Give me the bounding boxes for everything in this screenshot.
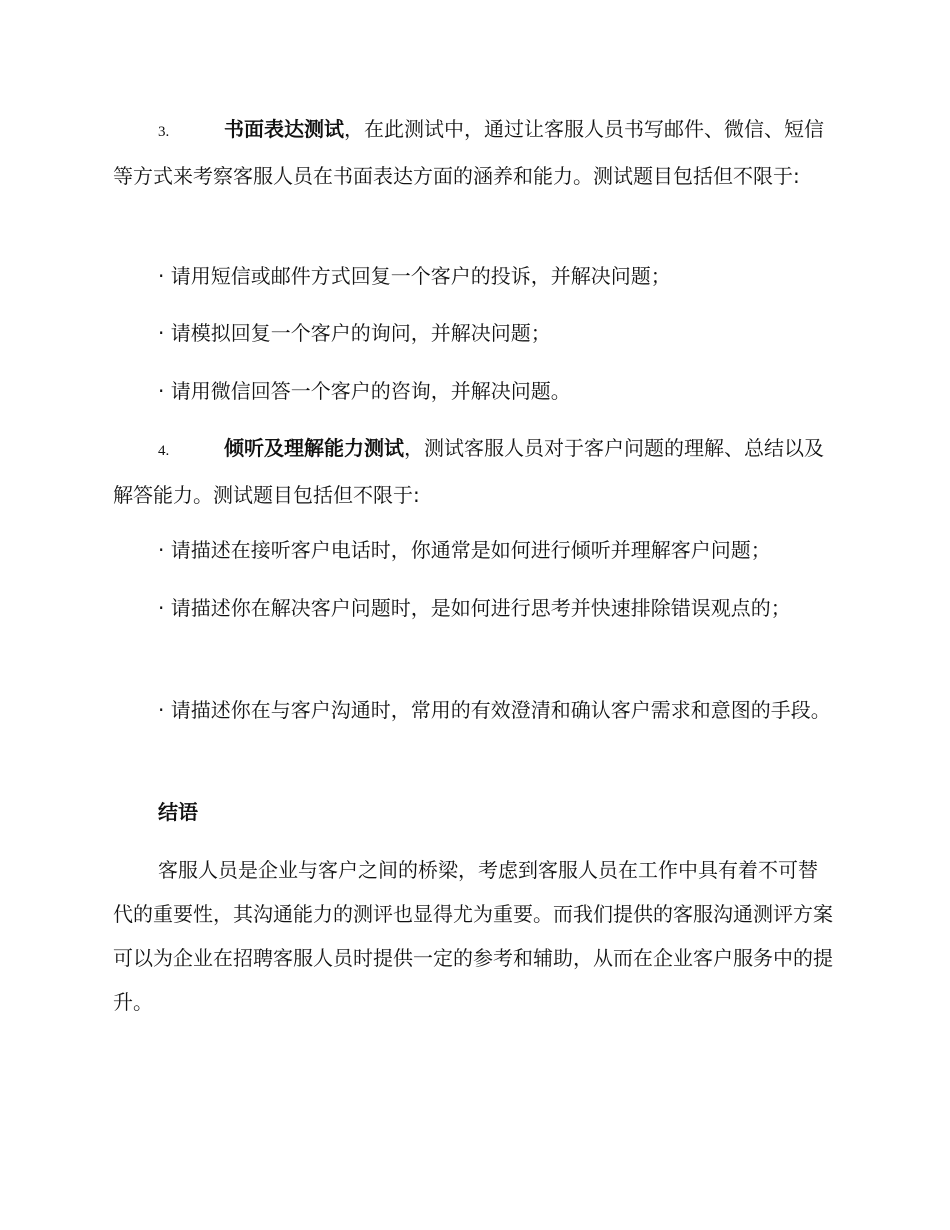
item-4-number: 4. (158, 443, 170, 459)
item-3-bullet-3: · 请用微信回答一个客户的咨询，并解决问题。 (158, 379, 571, 403)
item-4-intro: ，测试客服人员对于客户问题的理解、总结以及解答能力。测试题目包括但不限于: (113, 436, 824, 507)
item-4-bullet-1: · 请描述在接听客户电话时，你通常是如何进行倾听并理解客户问题； (158, 538, 771, 562)
conclusion-heading: 结语 (158, 800, 198, 824)
item-4-paragraph (113, 426, 835, 517)
conclusion-text: 客服人员是企业与客户之间的桥梁，考虑到客服人员在工作中具有着不可替代的重要性，其沟通能力的测评也显得尤为重要。而我们提供的客服沟通测评方案可以为企业在招聘客服人员时提供一定的参考和辅助，从而在企业客户服务中的提升。 (113, 858, 833, 1014)
item-3-bullet-1: · 请用短信或邮件方式回复一个客户的投诉，并解决问题； (158, 264, 671, 288)
item-3-bullet-2: · 请模拟回复一个客户的询问，并解决问题； (158, 321, 551, 345)
item-3-title: 书面表达测试 (224, 117, 344, 141)
item-3-paragraph (113, 107, 835, 198)
item-4-bullet-3: · 请描述你在与客户沟通时，常用的有效澄清和确认客户需求和意图的手段。 (158, 698, 831, 722)
item-4-title: 倾听及理解能力测试 (224, 436, 404, 460)
item-3-intro: ，在此测试中，通过让客服人员书写邮件、微信、短信等方式来考察客服人员在书面表达方面的涵养和能力。测试题目包括但不限于: (113, 117, 824, 188)
item-3-number: 3. (158, 124, 170, 140)
item-4-bullet-2: · 请描述你在解决客户问题时，是如何进行思考并快速排除错误观点的； (158, 596, 791, 620)
